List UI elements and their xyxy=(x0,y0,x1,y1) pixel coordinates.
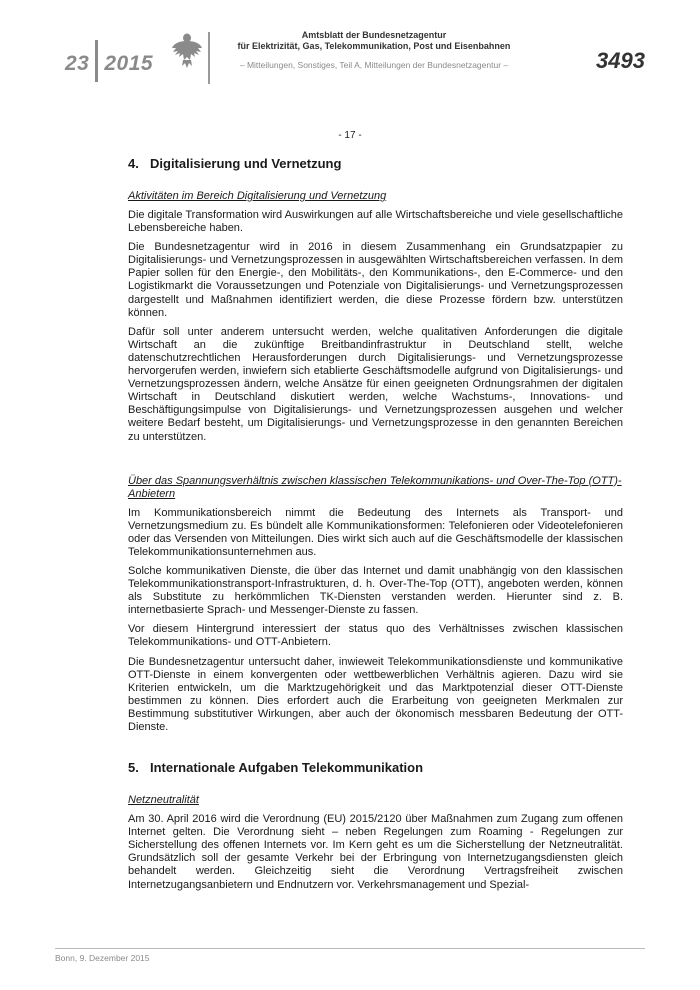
paragraph: Die Bundesnetzagentur untersucht daher, inwieweit Telekommunikationsdienste und kommunikative OTT-Dienste in einem konvergenten oder wettbewerblichen Verhältnis agieren. Dazu wird sie Kriterien entwickeln, um die Marktzugehörigkeit und das Marktpotenzial dieser OTT-Dienste bestimmen zu können. Dies erfordert auch die Erarbeitung von geeigneten Merkmalen zur Bestimmung substitutiver Wirkungen, aber auch der ökonomisch messbaren Bedeutung der OTT-Dienste. xyxy=(128,655,623,733)
section-5-heading xyxy=(128,760,623,776)
issue-year: 2015 xyxy=(104,52,154,75)
issue-number-value: 23 xyxy=(65,52,90,75)
footer-divider xyxy=(55,948,645,949)
issue-separator xyxy=(95,40,98,82)
issue-number xyxy=(65,40,153,82)
paragraph: Am 30. April 2016 wird die Verordnung (EU) 2015/2120 über Maßnahmen zum Zugang zum offenen Internet gelten. Die Verordnung sieht – neben Regelungen zum Roaming - Regelungen zur Sicherstellung des offenen Internets vor. Im Kern geht es um die Sicherstellung der Netzneutralität. Grundsätzlich soll der gesamte Verkehr bei der Erbringung von Internetzugangsdiensten gleich behandelt werden. Gleichzeitig sieht die Verordnung Vertragsfreiheit zwischen Internetzugangsanbietern und Endnutzern vor. Verkehrsmanagement und Spezial- xyxy=(128,813,623,891)
paragraph: Im Kommunikationsbereich nimmt die Bedeutung des Internets als Transport- und Vernetzungsmedium zu. Es bündelt alle Kommunikationsformen: Telefonieren oder Videotelefonieren oder das Versenden von Mitteilungen. Dies wirkt sich auch auf die Geschäftsmodelle der klassischen Telekommunikationsunternehmen aus. xyxy=(128,506,623,558)
gazette-subtitle: – Mitteilungen, Sonstiges, Teil A, Mitteilungen der Bundesnetzagentur – xyxy=(239,60,509,70)
section-4-number: 4. xyxy=(128,156,139,171)
document-body xyxy=(128,156,623,898)
paragraph: Vor diesem Hintergrund interessiert der status quo des Verhältnisses zwischen klassischen Telekommunikations- und OTT-Anbietern. xyxy=(128,623,623,649)
gazette-title xyxy=(214,30,534,52)
paragraph: Solche kommunikativen Dienste, die über das Internet und damit unabhängig von den klassischen Telekommunikationstransport-Infrastrukturen, d. h. Over-The-Top (OTT), angeboten werden, können als Substitute zu herkömmlichen TK-Diensten verstanden werden. Hierunter sind z. B. internetbasierte Sprach- und Messenger-Dienste zu fassen. xyxy=(128,564,623,617)
header-divider xyxy=(208,32,210,84)
gazette-title-line1: Amtsblatt der Bundesnetzagentur xyxy=(301,30,447,40)
section-4-subheading-1: Aktivitäten im Bereich Digitalisierung und Vernetzung xyxy=(128,190,387,202)
paragraph: Die Bundesnetzagentur wird in 2016 in diesem Zusammenhang ein Grundsatzpapier zu Digitalisierungs- und Vernetzungsprozessen in ausgewählten Wirtschaftsbereichen verfassen. In dem Papier sollen für den Energie-, den Mobilitäts-, den Kommunikations-, den E-Commerce- und den Logistikmarkt die Voraussetzungen und Potenziale von Digitalisierungs- und Vernetzungsprozessen dargestellt und Maßnahmen identifiziert werden, die diese Prozesse fördern bzw. unterstützen können. xyxy=(128,241,623,319)
gazette-title-line2: für Elektrizität, Gas, Telekommunikation, Post und Eisenbahnen xyxy=(237,41,511,51)
section-4-heading xyxy=(128,156,623,172)
section-5-number: 5. xyxy=(128,760,139,776)
paragraph: Dafür soll unter anderem untersucht werden, welche qualitativen Anforderungen die digitale Wirtschaft an die zukünftige Breitbandinfrastruktur in Deutschland stellt, welche datenschutzrechtlichen Herausforderungen durch Digitalisierungs- und Vernetzungsprozesse hervorgerufen werden, inwiefern sich etablierte Geschäftsmodelle aufgrund von Digitalisierungs- und Vernetzungsprozessen ändern, welche Ansätze für einen geeigneten Ordnungsrahmen der digitalen Wirtschaft in Deutschland diskutiert werden, welche Wachstums-, Innovations- und Beschäftigungsimpulse von Digitalisierungs- und Vernetzungsprozessen ausgehen und welcher weitere Bedarf besteht, um Digitalisierungs- und Vernetzungsprozesse in den genannten Bereichen zu unterstützen. xyxy=(128,325,623,443)
section-5-title: Internationale Aufgaben Telekommunikation xyxy=(150,760,424,776)
page-number: 3493 xyxy=(596,48,645,73)
section-4-title: Digitalisierung und Vernetzung xyxy=(150,156,342,171)
spacer xyxy=(128,450,623,475)
federal-eagle-icon xyxy=(170,30,204,70)
page-marker: - 17 - xyxy=(338,130,362,141)
paragraph: Die digitale Transformation wird Auswirkungen auf alle Wirtschaftsbereiche und viele gesellschaftliche Lebensbereiche haben. xyxy=(128,209,623,235)
footer-date: Bonn, 9. Dezember 2015 xyxy=(55,953,150,963)
section-4-subheading-2: Über das Spannungsverhältnis zwischen klassischen Telekommunikations- und Over-The-Top (OTT)-Anbietern xyxy=(128,474,622,500)
spacer xyxy=(128,740,623,760)
section-5-subheading-1: Netzneutralität xyxy=(128,794,199,807)
